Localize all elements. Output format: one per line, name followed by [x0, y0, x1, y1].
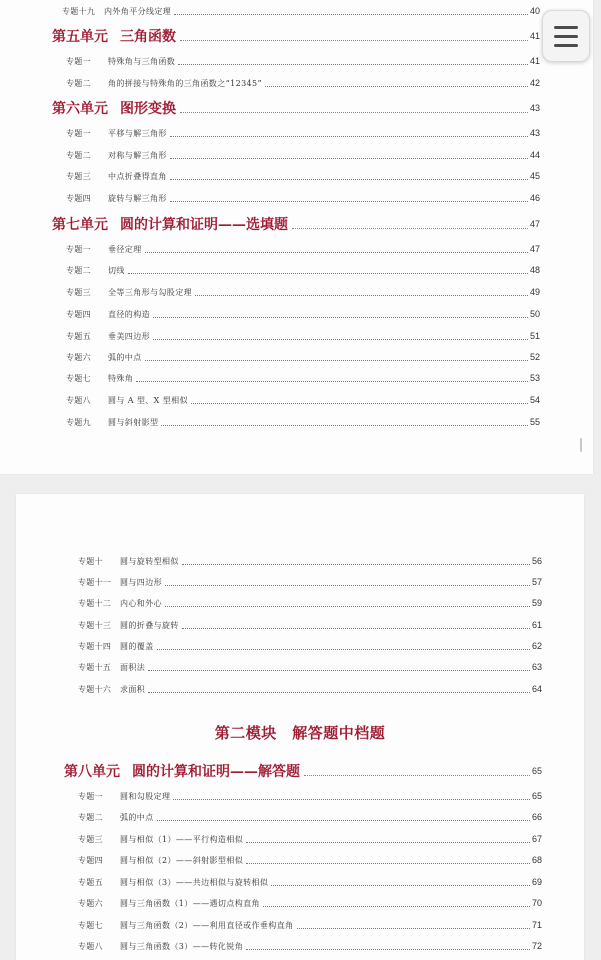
dot-leader [153, 317, 528, 318]
page-number: 41 [529, 31, 540, 41]
toc-entry[interactable] [66, 349, 540, 365]
dot-leader [173, 799, 530, 800]
topic-code: 专题十三 [78, 620, 112, 630]
toc-entry[interactable] [78, 617, 542, 633]
dot-leader [246, 949, 530, 950]
topic-title: 圆与四边形 [120, 577, 162, 587]
dot-leader [265, 86, 528, 87]
unit-8-heading[interactable] [64, 760, 542, 782]
topic-title: 圆的折叠与旋转 [120, 620, 179, 630]
dot-leader [170, 136, 528, 137]
toc-page-2 [16, 494, 584, 960]
topic-code: 专题七 [66, 373, 91, 383]
toc-entry[interactable] [66, 284, 540, 300]
dot-leader [182, 564, 530, 565]
topic-code: 专题三 [66, 287, 91, 297]
dot-leader [246, 863, 530, 864]
toc-entry[interactable] [78, 659, 542, 675]
page-number: 47 [529, 244, 540, 254]
dot-leader [145, 252, 528, 253]
topic-code: 专题十四 [78, 641, 112, 651]
topic-title: 圆与三角函数（2）——利用直径或作垂构直角 [120, 920, 294, 930]
topic-title: 圆与相似（1）——平行构造相似 [120, 834, 244, 844]
topic-code: 专题六 [78, 898, 103, 908]
topic-code: 专题六 [66, 352, 91, 362]
page-number: 65 [531, 791, 542, 801]
topic-title: 弧的中点 [108, 352, 142, 362]
topic-code: 专题二 [66, 265, 91, 275]
topic-title: 切线 [108, 265, 125, 275]
topic-code: 专题四 [66, 193, 91, 203]
topic-code: 专题三 [78, 834, 103, 844]
page-number: 50 [529, 309, 540, 319]
hamburger-menu-icon-bar [554, 35, 578, 38]
toc-entry[interactable] [78, 895, 542, 911]
dot-leader [170, 179, 528, 180]
topic-code: 专题一 [66, 128, 91, 138]
toc-entry[interactable] [66, 328, 540, 344]
toc-entry[interactable] [78, 852, 542, 868]
page-number: 44 [529, 150, 540, 160]
topic-code: 专题一 [66, 56, 91, 66]
unit-label: 第六单元 [52, 101, 108, 117]
topic-code: 专题三 [66, 171, 91, 181]
page-number: 70 [531, 898, 542, 908]
page-number: 43 [529, 103, 540, 113]
topic-code: 专题四 [66, 309, 91, 319]
page-number: 61 [531, 620, 542, 630]
page-number: 49 [529, 287, 540, 297]
page-number: 57 [531, 577, 542, 587]
toc-entry[interactable] [78, 788, 542, 804]
topic-code: 专题五 [78, 877, 103, 887]
topic-title: 圆与旋转型相似 [120, 556, 179, 566]
page-number: 52 [529, 352, 540, 362]
dot-leader [271, 885, 530, 886]
page-number: 47 [529, 219, 540, 229]
topic-title: 中点折叠得直角 [108, 171, 167, 181]
topic-code: 专题十一 [78, 577, 112, 587]
dot-leader [180, 112, 528, 113]
toc-entry[interactable] [66, 262, 540, 278]
page-number: 64 [531, 684, 542, 694]
topic-title: 求面积 [120, 684, 146, 694]
dot-leader [157, 649, 530, 650]
page-number: 41 [529, 56, 540, 66]
toc-entry[interactable] [66, 125, 540, 141]
page-number: 65 [531, 766, 542, 776]
page-number: 42 [529, 78, 540, 88]
page-number: 43 [529, 128, 540, 138]
dot-leader [195, 295, 528, 296]
toc-entry[interactable] [66, 414, 540, 430]
page-number: 62 [531, 641, 542, 651]
toc-entry[interactable] [78, 681, 542, 697]
page-number: 59 [531, 598, 542, 608]
unit-5-heading[interactable] [52, 25, 540, 47]
topic-code: 专题五 [66, 331, 91, 341]
topic-title: 特殊角与三角函数 [108, 56, 176, 66]
topic-title: 对称与解三角形 [108, 150, 167, 160]
topic-title: 圆与相似（2）——斜射影型相似 [120, 855, 244, 865]
topic-title: 平移与解三角形 [108, 128, 167, 138]
toc-entry[interactable] [66, 392, 540, 408]
toc-entry[interactable] [66, 370, 540, 386]
page-number: 51 [529, 331, 540, 341]
topic-code: 专题十 [78, 556, 103, 566]
topic-title: 面积法 [120, 662, 146, 672]
menu-button[interactable] [542, 10, 590, 62]
dot-leader [153, 339, 528, 340]
unit-title: 圆的计算和证明——选填题 [120, 217, 288, 233]
dot-leader [182, 628, 530, 629]
page-number: 68 [531, 855, 542, 865]
unit-6-heading[interactable] [52, 97, 540, 119]
page-number: 54 [529, 395, 540, 405]
topic-code: 专题十六 [78, 684, 112, 694]
page-number: 67 [531, 834, 542, 844]
toc-entry[interactable] [62, 3, 540, 19]
topic-code: 专题二 [66, 150, 91, 160]
topic-title: 圆与三角函数（1）——遇切点构直角 [120, 898, 260, 908]
hamburger-menu-icon [554, 26, 578, 29]
page-number: 45 [529, 171, 540, 181]
topic-title: 弧的中点 [120, 812, 154, 822]
page-number: 56 [531, 556, 542, 566]
toc-entry[interactable] [66, 306, 540, 322]
topic-code: 专题二 [78, 812, 103, 822]
topic-title: 特殊角 [108, 373, 134, 383]
module-heading[interactable]: 第二模块 解答题中档题 [214, 724, 386, 742]
toc-entry[interactable] [78, 809, 542, 825]
topic-code: 专题十二 [78, 598, 112, 608]
toc-entry[interactable] [66, 168, 540, 184]
topic-title: 旋转与解三角形 [108, 193, 167, 203]
toc-entry[interactable] [66, 53, 540, 69]
page-number: 66 [531, 812, 542, 822]
toc-entry[interactable] [78, 595, 542, 611]
dot-leader [170, 158, 528, 159]
page-number: 48 [529, 265, 540, 275]
dot-leader [170, 201, 528, 202]
topic-code: 专题一 [78, 791, 103, 801]
dot-leader [304, 775, 530, 776]
dot-leader [145, 360, 528, 361]
topic-title: 垂美四边形 [108, 331, 150, 341]
page-number: 69 [531, 877, 542, 887]
page-number: 72 [531, 941, 542, 951]
dot-leader [165, 585, 530, 586]
dot-leader [148, 692, 530, 693]
page-number: 46 [529, 193, 540, 203]
unit-label: 第七单元 [52, 217, 108, 233]
topic-title: 直径的构造 [108, 309, 150, 319]
dot-leader [174, 14, 528, 15]
topic-code: 专题一 [66, 244, 91, 254]
topic-title: 内心和外心 [120, 598, 162, 608]
topic-title: 圆与相似（3）——共边相似与旋转相似 [120, 877, 269, 887]
topic-title: 角的拼接与特殊角的三角函数之“12345” [108, 78, 263, 88]
topic-code: 专题十九 [62, 6, 96, 16]
toc-entry[interactable] [78, 553, 542, 569]
topic-code: 专题七 [78, 920, 103, 930]
topic-code: 专题十五 [78, 662, 112, 672]
toc-entry[interactable] [66, 190, 540, 206]
topic-title: 圆的覆盖 [120, 641, 154, 651]
unit-label: 第八单元 [64, 764, 120, 780]
topic-code: 专题九 [66, 417, 91, 427]
unit-title: 圆的计算和证明——解答题 [132, 764, 300, 780]
toc-page-1 [0, 0, 593, 474]
topic-title: 圆与斜射影型 [108, 417, 159, 427]
topic-title: 垂径定理 [108, 244, 142, 254]
dot-leader [292, 228, 528, 229]
page-number: 71 [531, 920, 542, 930]
toc-entry[interactable] [78, 938, 542, 954]
dot-leader [165, 606, 530, 607]
topic-code: 专题八 [78, 941, 103, 951]
dot-leader [297, 928, 530, 929]
dot-leader [246, 842, 530, 843]
toc-entry[interactable] [78, 917, 542, 933]
toc-entry[interactable] [78, 638, 542, 654]
dot-leader [136, 381, 528, 382]
unit-label: 第五单元 [52, 29, 108, 45]
dot-leader [157, 820, 530, 821]
unit-7-heading[interactable] [52, 213, 540, 235]
dot-leader [180, 40, 528, 41]
toc-entry[interactable] [66, 241, 540, 257]
toc-entry[interactable] [78, 574, 542, 590]
topic-title: 圆与 A 型、X 型相似 [108, 395, 188, 405]
dot-leader [148, 670, 530, 671]
unit-title: 图形变换 [120, 101, 176, 117]
topic-title: 圆与三角函数（3）——转化锐角 [120, 941, 244, 951]
unit-title: 三角函数 [120, 29, 176, 45]
topic-title: 全等三角形与勾股定理 [108, 287, 192, 297]
topic-code: 专题八 [66, 395, 91, 405]
topic-title: 圆和勾股定理 [120, 791, 171, 801]
dot-leader [191, 403, 528, 404]
hamburger-menu-icon-bar [554, 44, 578, 47]
toc-entry[interactable] [66, 75, 540, 91]
topic-code: 专题二 [66, 78, 91, 88]
toc-entry[interactable] [78, 831, 542, 847]
dot-leader [128, 273, 528, 274]
dot-leader [178, 64, 528, 65]
toc-entry[interactable] [66, 147, 540, 163]
scroll-indicator[interactable] [580, 438, 582, 452]
page-number: 40 [529, 6, 540, 16]
page-number: 63 [531, 662, 542, 672]
topic-title: 内外角平分线定理 [104, 6, 172, 16]
dot-leader [263, 906, 530, 907]
page-number: 53 [529, 373, 540, 383]
topic-code: 专题四 [78, 855, 103, 865]
page-number: 55 [529, 417, 540, 427]
toc-entry[interactable] [78, 874, 542, 890]
dot-leader [161, 425, 528, 426]
